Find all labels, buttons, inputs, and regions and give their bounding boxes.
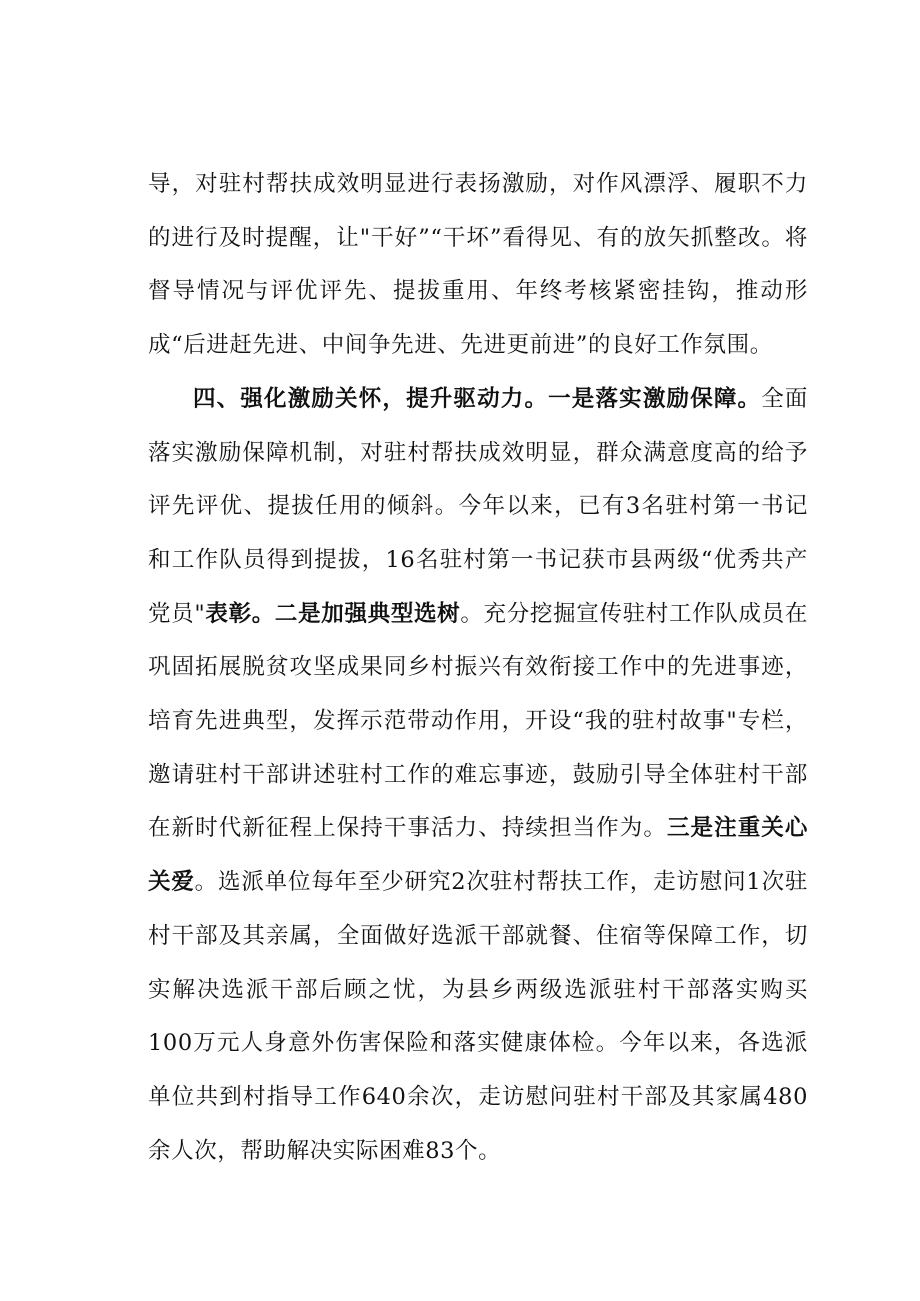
paragraph-text: 。充分挖掘宣传驻村工作队成员在巩固拓展脱贫攻坚成果同乡村振兴有效衔接工作中的先进事迹，培育先进典型，发挥示范带动作用，开设“我的驻村故事"专栏，邀请驻村干部讲述驻村工作的难忘事迹，鼓励引导全体驻村干部在新时代新征程上保持干事活力、持续担当作为。: [148, 600, 808, 842]
bold-phrase: 表彰。二是加强典型选树: [205, 600, 461, 627]
paragraph-text: 。选派单位每年至少研究2次驻村帮扶工作，走访慰问1次驻村干部及其亲属，全面做好选派干部就餐、住宿等保障工作，切实解决选派干部后顾之忧，为县乡两级选派驻村干部落实购买100万元人身意外伤害保险和落实健康体检。今年以来，各选派单位共到村指导工作640余次，走访慰问驻村干部及其家属480余人次，帮助解决实际困难83个。: [148, 869, 808, 1164]
bold-phrase: 三是注重关心关爱: [148, 815, 808, 896]
section-heading: 四、强化激励关怀，提升驱动力。一是落实激励保障。: [193, 385, 762, 412]
paragraph-text: 导，对驻村帮扶成效明显进行表扬激励，对作风漂浮、履职不力的进行及时提醒，让"干好”“干坏”看得见、有的放矢抓整改。将督导情况与评优评先、提拔重用、年终考核紧密挂钩，推动形成“后进赶先进、中间争先进、先进更前进”的良好工作氛围。: [148, 171, 808, 359]
paragraph-section-four: [148, 373, 808, 1179]
document-body: [148, 158, 808, 1178]
paragraph-continuation: [148, 158, 808, 373]
paragraph-text: 全面落实激励保障机制，对驻村帮扶成效明显，群众满意度高的给予评先评优、提拔任用的倾斜。今年以来，已有3名驻村第一书记和工作队员得到提拔，16名驻村第一书记获市县两级“优秀共产党员": [148, 385, 808, 627]
